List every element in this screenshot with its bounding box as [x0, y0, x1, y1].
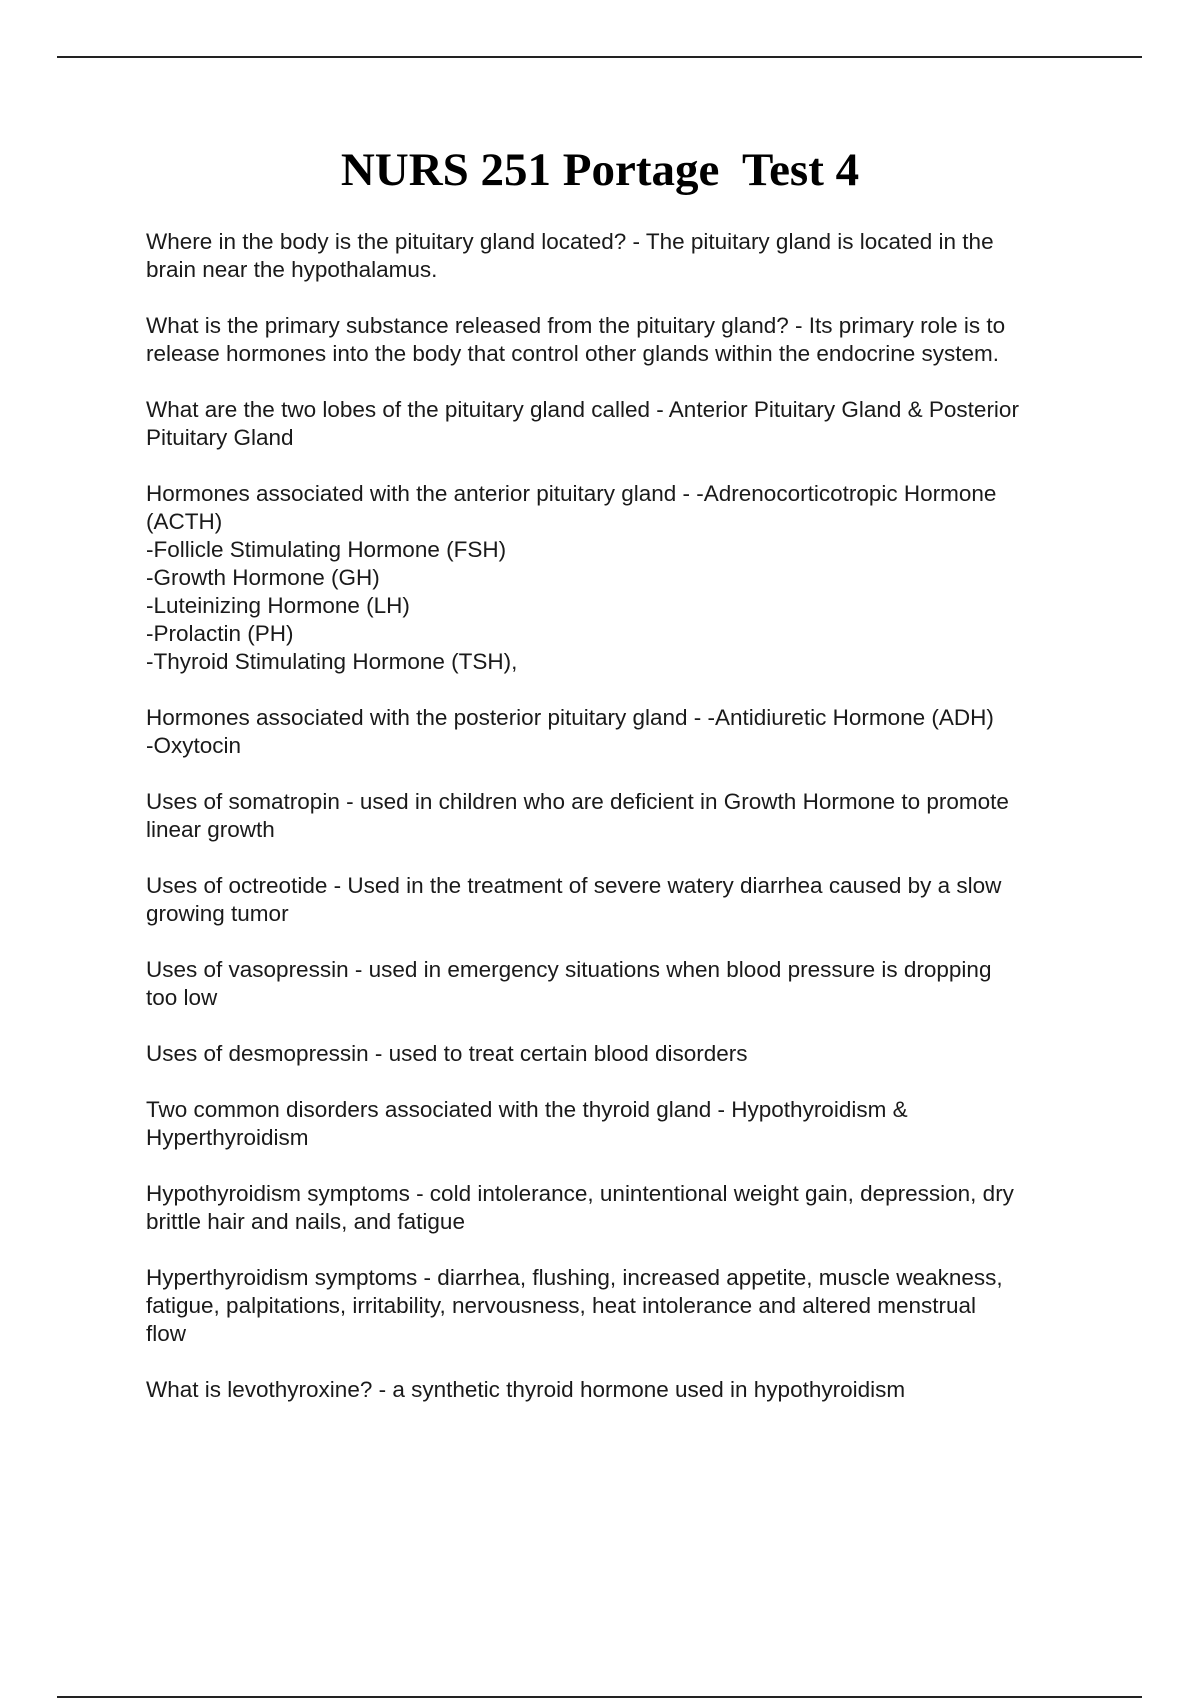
qa-line: Where in the body is the pituitary gland located? - The pituitary gland is located in the [146, 229, 994, 254]
qa-text [146, 872, 1096, 928]
qa-text [146, 480, 1096, 676]
qa-line: fatigue, palpitations, irritability, nervousness, heat intolerance and altered menstrual [146, 1293, 977, 1318]
qa-text [146, 396, 1096, 452]
qa-line: Hyperthyroidism symptoms - diarrhea, flushing, increased appetite, muscle weakness, [146, 1265, 1003, 1290]
qa-line: Hormones associated with the anterior pituitary gland - -Adrenocorticotropic Hormone [146, 481, 997, 506]
qa-entry [146, 396, 1096, 452]
qa-line: release hormones into the body that control other glands within the endocrine system. [146, 341, 999, 366]
qa-text [146, 312, 1096, 368]
qa-text [146, 1040, 1096, 1068]
qa-entry [146, 788, 1096, 844]
qa-line: too low [146, 985, 218, 1010]
qa-line: Uses of vasopressin - used in emergency situations when blood pressure is dropping [146, 957, 992, 982]
qa-entry [146, 872, 1096, 928]
bottom-divider [57, 1696, 1142, 1698]
qa-line: -Oxytocin [146, 733, 242, 758]
qa-line: Uses of somatropin - used in children who are deficient in Growth Hormone to promote [146, 789, 1009, 814]
qa-line: growing tumor [146, 901, 289, 926]
qa-line: Uses of octreotide - Used in the treatment of severe watery diarrhea caused by a slow [146, 873, 1002, 898]
qa-line: linear growth [146, 817, 275, 842]
qa-line: brain near the hypothalamus. [146, 257, 438, 282]
qa-line: Hypothyroidism symptoms - cold intolerance, unintentional weight gain, depression, dry [146, 1181, 1014, 1206]
qa-text [146, 956, 1096, 1012]
qa-line: Hormones associated with the posterior pituitary gland - -Antidiuretic Hormone (ADH) [146, 705, 994, 730]
qa-line: Uses of desmopressin - used to treat certain blood disorders [146, 1041, 748, 1066]
qa-list [146, 228, 1096, 1432]
qa-line: -Luteinizing Hormone (LH) [146, 593, 410, 618]
qa-entry [146, 480, 1096, 676]
qa-line: flow [146, 1321, 187, 1346]
qa-text [146, 788, 1096, 844]
top-divider [57, 56, 1142, 58]
page-title: NURS 251 Portage Test 4 [340, 144, 860, 196]
qa-entry [146, 956, 1096, 1012]
qa-entry [146, 1040, 1096, 1068]
qa-line: brittle hair and nails, and fatigue [146, 1209, 465, 1234]
qa-text [146, 1096, 1096, 1152]
qa-entry [146, 1096, 1096, 1152]
qa-text [146, 1180, 1096, 1236]
qa-entry [146, 704, 1096, 760]
qa-entry [146, 228, 1096, 284]
qa-entry [146, 1180, 1096, 1236]
qa-entry [146, 1264, 1096, 1348]
qa-line: What is the primary substance released from the pituitary gland? - Its primary role is to [146, 313, 1006, 338]
qa-line: Hyperthyroidism [146, 1125, 309, 1150]
qa-line: -Growth Hormone (GH) [146, 565, 380, 590]
qa-line: What are the two lobes of the pituitary gland called - Anterior Pituitary Gland & Posterior [146, 397, 1019, 422]
qa-line: What is levothyroxine? - a synthetic thyroid hormone used in hypothyroidism [146, 1377, 906, 1402]
qa-text [146, 1264, 1096, 1348]
qa-line: Pituitary Gland [146, 425, 294, 450]
qa-text [146, 1376, 1096, 1404]
qa-text [146, 704, 1096, 760]
qa-line: -Prolactin (PH) [146, 621, 294, 646]
qa-entry [146, 312, 1096, 368]
qa-entry [146, 1376, 1096, 1404]
qa-line: Two common disorders associated with the thyroid gland - Hypothyroidism & [146, 1097, 908, 1122]
qa-line: (ACTH) [146, 509, 223, 534]
qa-text [146, 228, 1096, 284]
qa-line: -Thyroid Stimulating Hormone (TSH), [146, 649, 518, 674]
qa-line: -Follicle Stimulating Hormone (FSH) [146, 537, 507, 562]
